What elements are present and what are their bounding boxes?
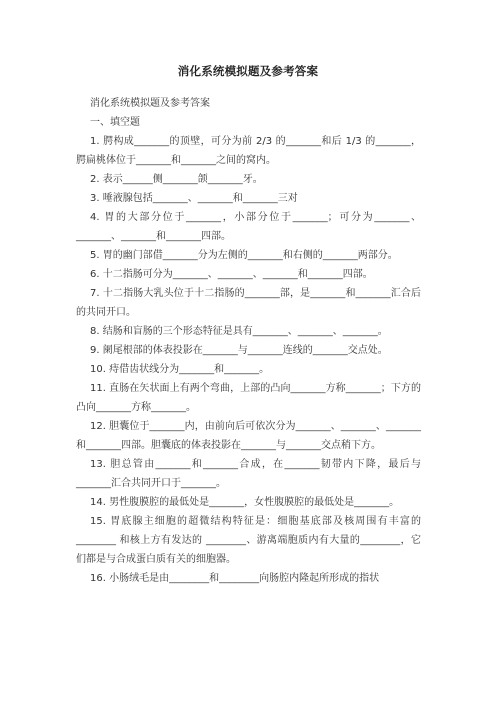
question-11: 11. 直肠在矢状面上有两个弯曲，上部的凸向_______方称_______；下方的凸向_______方称_______。 bbox=[76, 383, 421, 413]
question-3: 3. 唾液腺包括_______、_______和_______三对 bbox=[90, 193, 298, 204]
question-1: 1. 腭构成_______的顶壁，可分为前 2/3 的_______和后 1/3 的_______，腭扁桃体位于_______和_______之间的窝内。 bbox=[76, 136, 421, 166]
question-2: 2. 表示______侧_______颌_______牙。 bbox=[90, 174, 263, 185]
question-7: 7. 十二指肠大乳头位于十二指肠的_______部，是_______和_______汇合后的共同开口。 bbox=[76, 288, 421, 318]
page-title: 消化系统模拟题及参考答案 bbox=[177, 64, 319, 78]
question-6: 6. 十二指肠可分为_______、_______、_______和_______四部。 bbox=[90, 269, 373, 280]
document-subtitle: 消化系统模拟题及参考答案 bbox=[90, 98, 210, 109]
section-heading: 一、填空题 bbox=[90, 117, 140, 128]
question-10: 10. 痔借齿状线分为_______和_______。 bbox=[90, 364, 270, 375]
question-16: 16. 小肠绒毛是由________和________向肠腔内隆起所形成的指状 bbox=[90, 573, 380, 584]
question-9: 9. 阑尾根部的体表投影在_______与_______连线的_______交点处。 bbox=[90, 345, 388, 356]
question-12: 12. 胆囊位于_______内，由前向后可依次分为_______、_______、_______和_______四部。胆囊底的体表投影在_______与_______交点稍下方。 bbox=[76, 421, 421, 451]
question-14: 14. 男性腹膜腔的最低处是_______，女性腹膜腔的最低处是_______。 bbox=[90, 497, 400, 508]
question-15: 15. 胃底腺主细胞的超微结构特征是：细胞基底部及核周围有丰富的________ 和核上方有发达的 ________、游离端胞质内有大量的________，它们都是与合成蛋白质有关的细胞器。 bbox=[76, 516, 421, 565]
question-8: 8. 结肠和盲肠的三个形态特征是具有_______、_______、_______。 bbox=[90, 326, 388, 337]
question-5: 5. 胃的幽门部借_______分为左侧的_______和右侧的_______两部分。 bbox=[90, 250, 398, 261]
question-4: 4. 胃的大部分位于_______，小部分位于_______；可分为_______、_______、_______和_______四部。 bbox=[76, 212, 421, 242]
question-13: 13. 胆总管由_______和_______合成，在_______韧带内下降，最后与_______汇合共同开口于_______。 bbox=[76, 459, 421, 489]
document-body bbox=[76, 94, 421, 588]
